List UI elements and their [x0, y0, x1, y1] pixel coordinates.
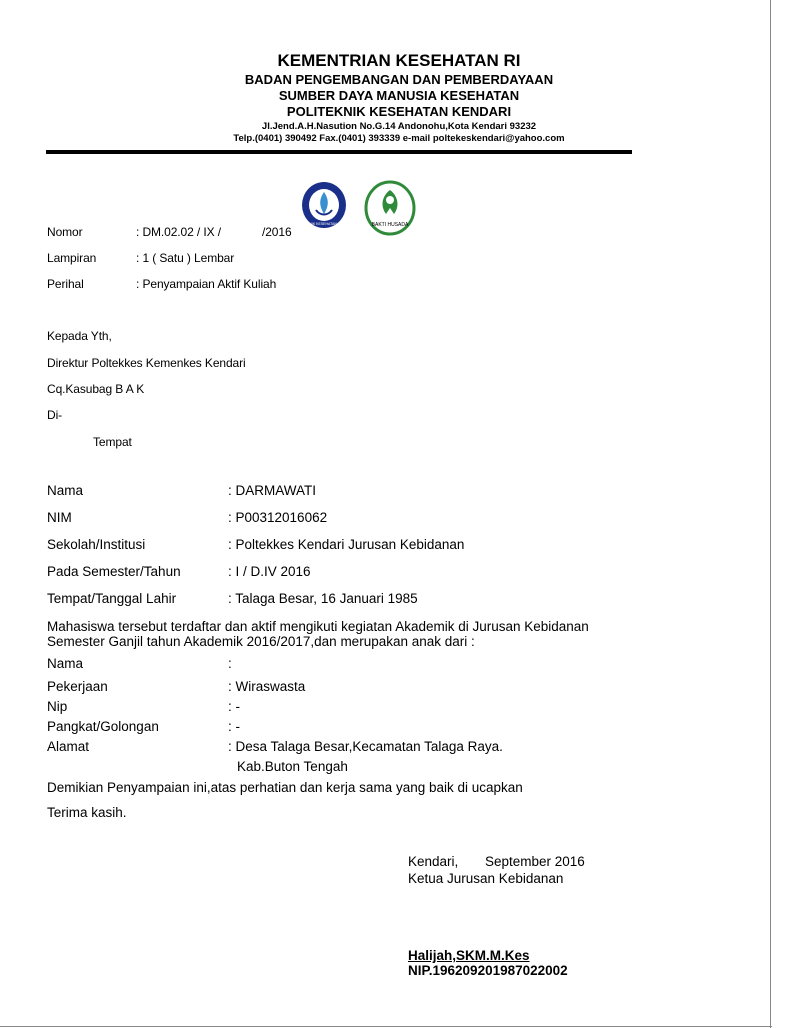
- lampiran-value: : 1 ( Satu ) Lembar: [136, 251, 235, 265]
- parent-nip-label: Nip: [47, 699, 68, 714]
- student-sekolah-label: Sekolah/Institusi: [47, 537, 146, 552]
- parent-pekerjaan-value: : Wiraswasta: [228, 679, 306, 694]
- parent-alamat-label: Alamat: [47, 739, 90, 754]
- parent-pangkat-label: Pangkat/Golongan: [47, 719, 159, 734]
- perihal-label: Perihal: [47, 277, 84, 291]
- body-paragraph-line-1: Mahasiswa tersebut terdaftar dan aktif mengikuti kegiatan Akademik di Jurusan Kebidanan: [47, 619, 589, 634]
- institution-address: Jl.Jend.A.H.Nasution No.G.14 Andonohu,Kota Kendari 93232: [261, 121, 537, 132]
- institution-name: POLITEKNIK KESEHATAN KENDARI: [286, 104, 512, 119]
- perihal-value: : Penyampaian Aktif Kuliah: [136, 277, 277, 291]
- nomor-value: : DM.02.02 / IX /: [136, 225, 222, 239]
- parent-alamat-value-line-2: Kab.Buton Tengah: [237, 759, 348, 774]
- closing-statement: Demikian Penyampaian ini,atas perhatian dan kerja sama yang baik di ucapkan: [47, 780, 523, 795]
- bakti-husada-logo: [364, 180, 416, 236]
- parent-pangkat-value: : -: [228, 719, 240, 734]
- student-sekolah-value: : Poltekkes Kendari Jurusan Kebidanan: [228, 537, 465, 552]
- body-paragraph-line-2: Semester Ganjil tahun Akademik 2016/2017,dan merupakan anak dari :: [47, 634, 475, 649]
- signature-date: September 2016: [485, 854, 585, 869]
- poltekkes-logo-text: POLITEKNIK KESEHATAN KENDARI: [294, 222, 354, 226]
- parent-nama-label: Nama: [47, 656, 84, 671]
- parent-nip-value: : -: [228, 699, 240, 714]
- parent-nama-value: :: [228, 656, 232, 671]
- signatory-nip: NIP.196209201987022002: [408, 963, 568, 978]
- letterhead-divider: [46, 150, 632, 154]
- recipient-greeting: Kepada Yth,: [47, 329, 112, 343]
- page-bottom-border: [0, 1026, 772, 1027]
- lampiran-label: Lampiran: [47, 251, 97, 265]
- ministry-title: KEMENTRIAN KESEHATAN RI: [277, 51, 521, 70]
- student-semester-label: Pada Semester/Tahun: [47, 564, 181, 579]
- closing-thanks: Terima kasih.: [47, 805, 127, 820]
- agency-line-1: BADAN PENGEMBANGAN DAN PEMBERDAYAAN: [244, 72, 554, 87]
- student-ttl-label: Tempat/Tanggal Lahir: [47, 591, 177, 606]
- student-nama-value: : DARMAWATI: [228, 483, 316, 498]
- signature-place: Kendari,: [408, 854, 459, 869]
- nomor-year: /2016: [262, 225, 292, 239]
- page-right-border: [770, 0, 771, 1028]
- student-nama-label: Nama: [47, 483, 84, 498]
- parent-alamat-value: : Desa Talaga Besar,Kecamatan Talaga Raya.: [228, 739, 503, 754]
- student-nim-value: : P00312016062: [228, 510, 328, 525]
- signature-title: Ketua Jurusan Kebidanan: [408, 871, 564, 886]
- student-ttl-value: : Talaga Besar, 16 Januari 1985: [228, 591, 418, 606]
- signatory-name: Halijah,SKM.M.Kes: [408, 948, 530, 963]
- bakti-husada-logo-text: BAKTI HUSADA: [371, 222, 409, 228]
- agency-line-2: SUMBER DAYA MANUSIA KESEHATAN: [278, 88, 520, 103]
- recipient-place: Tempat: [93, 435, 132, 449]
- recipient-name: Direktur Poltekkes Kemenkes Kendari: [47, 356, 246, 370]
- recipient-attention: Cq.Kasubag B A K: [47, 382, 145, 396]
- poltekkes-logo: [294, 180, 354, 230]
- student-nim-label: NIM: [47, 510, 72, 525]
- parent-pekerjaan-label: Pekerjaan: [47, 679, 108, 694]
- recipient-di: Di-: [47, 408, 63, 422]
- institution-contact: Telp.(0401) 390492 Fax.(0401) 393339 e-mail poltekeskendari@yahoo.com: [233, 133, 565, 144]
- student-semester-value: : I / D.IV 2016: [228, 564, 311, 579]
- nomor-label: Nomor: [47, 225, 83, 239]
